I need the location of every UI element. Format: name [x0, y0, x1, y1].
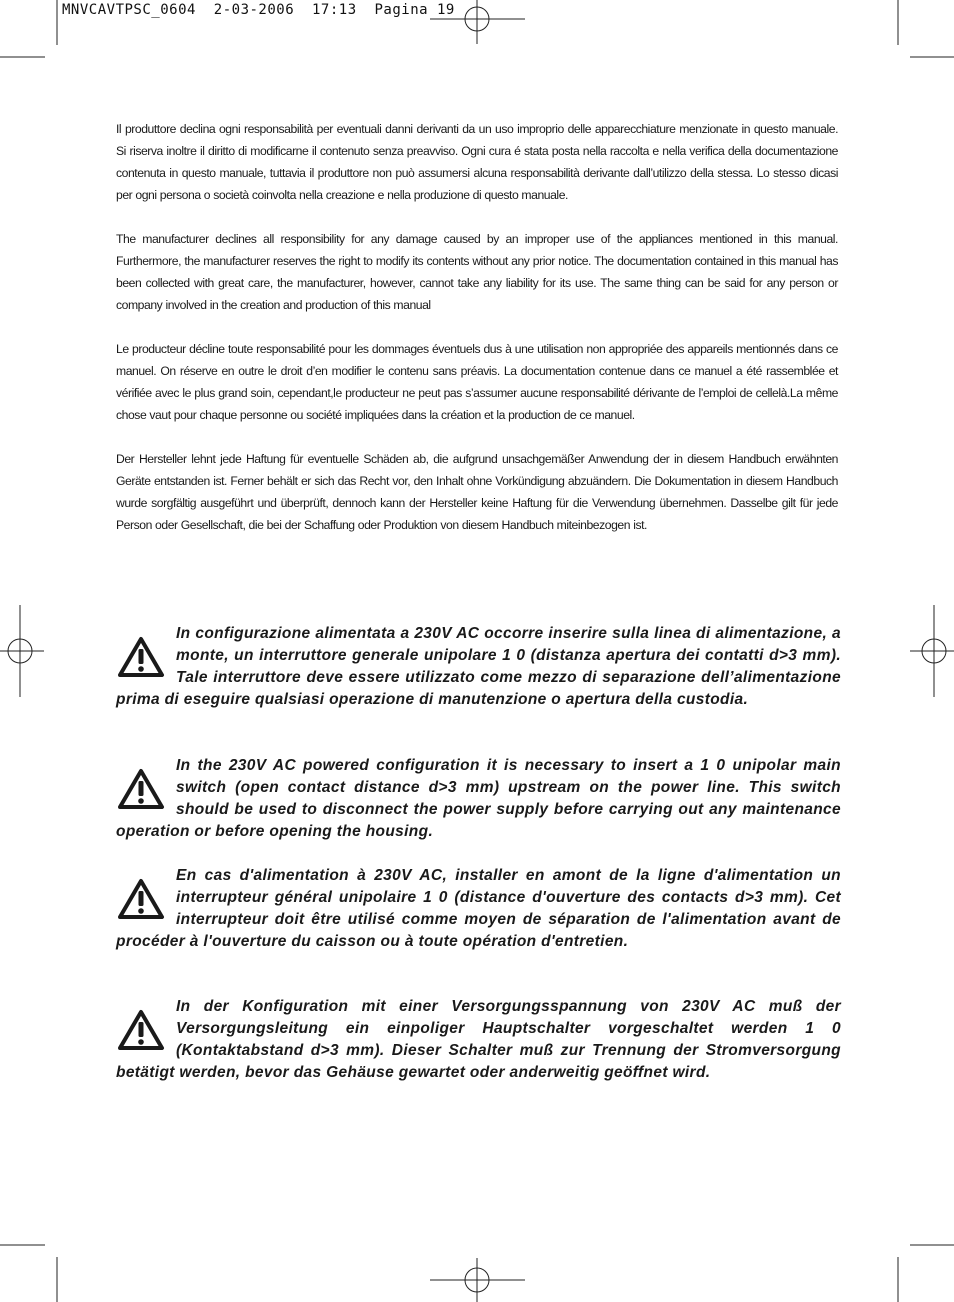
disclaimer-french: Le producteur décline toute responsabilité pour les dommages éventuels dus à une utilisation non appropriée des appareils mentionnés dans ce manuel. On réserve en outre le droit d’en modifier le contenu sans préavis. La documentation contenue dans ce manuel a été rassemblée et vérifiée avec le plus grand soin, cependant,le producteur ne peut pas s’assumer aucune responsabilité dérivante de l’emploi de cellelà.La même chose vaut pour chaque personne ou société impliquées dans la création et la production de ce manuel. — [116, 342, 838, 422]
registration-target-left — [0, 605, 44, 697]
warning-text-french: En cas d'alimentation à 230V AC, installer en amont de la ligne d'alimentation un interrupteur général unipolaire 1 0 (distance d'ouverture des contacts d>3 mm). Cet interrupteur doit être utilisé comme moyen de séparation de l'alimentation avant de procéder à l'ouverture du caisson ou à toute opération d'entretien. — [116, 867, 841, 950]
disclaimer-english: The manufacturer declines all responsibility for any damage caused by an improper use of the appliances mentioned in this manual. Furthermore, the manufacturer reserves the right to modify its contents without any prior notice. The documentation contained in this manual has been collected with great care, the manufacturer, however, cannot take any liability for its use. The same thing can be said for any person or company involved in the creation and production of this manual — [116, 232, 838, 312]
warning-triangle-icon — [116, 755, 176, 821]
print-slug: MNVCAVTPSC_0604 2-03-2006 17:13 Pagina 19 — [62, 2, 455, 18]
warning-french — [116, 865, 841, 953]
disclaimer-german: Der Hersteller lehnt jede Haftung für eventuelle Schäden ab, die aufgrund unsachgemäßer Anwendung der in diesem Handbuch erwähnten Geräte entstanden ist. Ferner behält er sich das Recht vor, den Inhalt ohne Vorkündigung abzuändern. Die Dokumentation in diesem Handbuch wurde sorgfältig ausgeführt und überprüft, dennoch kann der Hersteller keine Haftung für die Verwendung übernehmen. Dasselbe gilt für jede Person oder Gesellschaft, die bei der Schaffung oder Produktion von diesem Handbuch miteinbezogen ist. — [116, 452, 838, 532]
warning-triangle-icon — [116, 865, 176, 931]
warning-english — [116, 755, 841, 843]
warning-italian — [116, 623, 841, 711]
warning-triangle-icon — [116, 623, 176, 689]
warning-text-german: In der Konfiguration mit einer Versorgungsspannung von 230V AC muß der Versorgungsleitung ein einpoliger Hauptschalter vorgeschaltet werden 1 0 (Kontaktabstand d>3 mm). Dieser Schalter muß zur Trennung der Stromversorgung betätigt werden, bevor das Gehäuse gewartet oder anderweitig geöffnet wird. — [116, 998, 841, 1081]
registration-target-bottom — [430, 1258, 525, 1302]
warning-text-english: In the 230V AC powered configuration it is necessary to insert a 1 0 unipolar main switch (open contact distance d>3 mm) upstream on the power line. This switch should be used to disconnect the power supply before carrying out any maintenance operation or before opening the housing. — [116, 757, 841, 840]
warning-triangle-icon — [116, 996, 176, 1062]
registration-target-top — [430, 0, 525, 44]
warning-german — [116, 996, 841, 1084]
disclaimer-italian: Il produttore declina ogni responsabilità per eventuali danni derivanti da un uso improprio delle apparecchiature menzionate in questo manuale. Si riserva inoltre il diritto di modificarne il contenuto senza preavviso. Ogni cura é stata posta nella raccolta e nella verifica della documentazione contenuta in questo manuale, tuttavia il produttore non può assumersi alcuna responsabilità derivante dall’utilizzo della stessa. Lo stesso dicasi per ogni persona o società coinvolta nella creazione e nella produzione di questo manuale. — [116, 122, 838, 202]
warning-text-italian: In configurazione alimentata a 230V AC occorre inserire sulla linea di alimentazione, a monte, un interruttore generale unipolare 1 0 (distanza apertura dei contatti d>3 mm). Tale interruttore deve essere utilizzato come mezzo di separazione dell’alimentazione prima di eseguire qualsiasi operazione di manutenzione o apertura della custodia. — [116, 625, 841, 708]
registration-target-right — [910, 605, 954, 697]
disclaimer-section — [116, 118, 838, 558]
